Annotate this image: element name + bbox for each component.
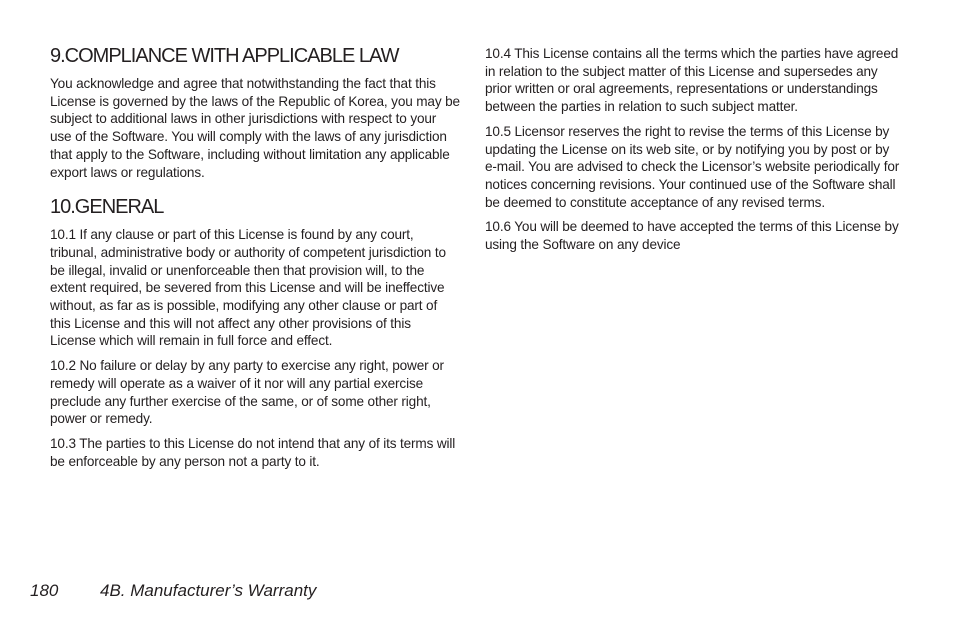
clause-10-5: 10.5 Licensor reserves the right to revise the terms of this License by updating the License on its web site, or by notifying you by post or by e-mail. You are advised to check the Licensor’s website periodically for notices concerning revisions. Your continued use of the Software shall be deemed to constitute acceptance of any revised terms. (485, 123, 900, 210)
left-column (50, 44, 460, 477)
clause-10-6: 10.6 You will be deemed to have accepted the terms of this License by using the Software on any device (485, 219, 899, 253)
page-number: 180 (30, 581, 59, 600)
clause-10-2: 10.2 No failure or delay by any party to exercise any right, power or remedy will operate as a waiver of it nor will any partial exercise preclude any further exercise of the same, or of some other right, power or remedy. (50, 358, 444, 427)
clause-10-4: 10.4 This License contains all the terms which the parties have agreed in relation to the subject matter of this License and supersedes any prior written or oral agreements, representations or understandings between the parties in relation to such subject matter. (485, 46, 899, 115)
heading-general: 10.GENERAL (50, 196, 164, 219)
clause-10-3: 10.3 The parties to this License do not intend that any of its terms will be enforceable by any person not a party to it. (50, 435, 456, 469)
page-footer (30, 581, 316, 601)
compliance-paragraph: You acknowledge and agree that notwithstanding the fact that this License is governed by the laws of the Republic of Korea, you may be subject to additional laws in other jurisdictions with respect to your use of the Software. You will comply with the laws of any jurisdiction that apply to the Software, including without limitation any applicable export laws or regulations. (50, 76, 460, 180)
right-column (485, 45, 900, 261)
clause-10-1: 10.1 If any clause or part of this License is found by any court, tribunal, administrative body or authority of competent jurisdiction to be illegal, invalid or unenforceable then that provision will, to the extent required, be severed from this License and will be ineffective without, as far as is possible, modifying any other clause or part of this License and this will not affect any other provisions of this License which will remain in full force and effect. (50, 227, 446, 349)
section-title: 4B. Manufacturer’s Warranty (100, 581, 317, 600)
heading-compliance: 9.COMPLIANCE WITH APPLICABLE LAW (50, 45, 399, 67)
